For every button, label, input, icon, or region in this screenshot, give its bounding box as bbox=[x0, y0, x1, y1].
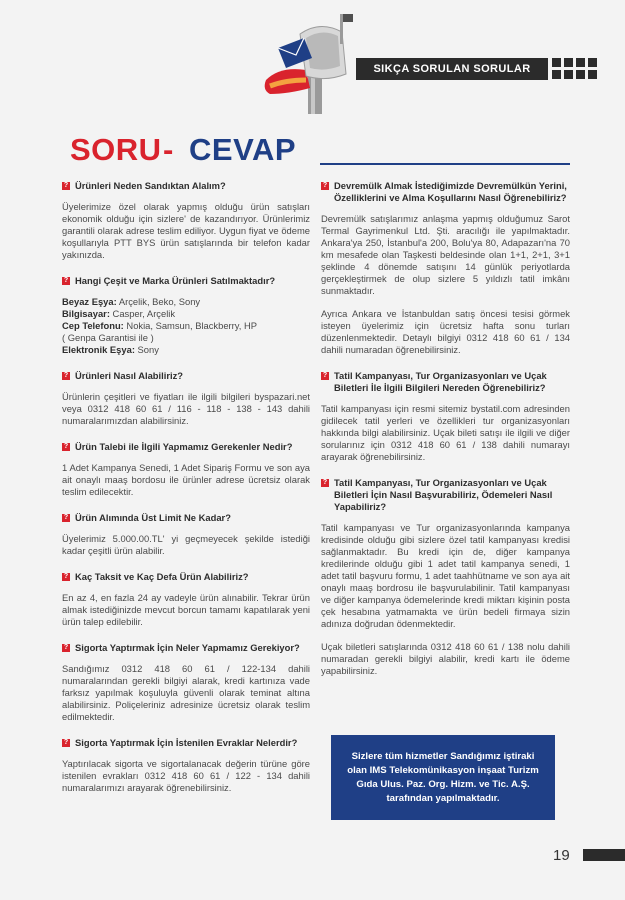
footer-bar bbox=[583, 849, 625, 861]
question-mark-icon: ? bbox=[63, 372, 69, 379]
brand-values: Nokia, Samsun, Blackberry, HP bbox=[123, 320, 258, 331]
brand-values: Casper, Arçelik bbox=[109, 308, 176, 319]
faq-answer: Üyelerimiz 5.000.00.TL' yi geçmeyecek şekilde istediği kadar çeşitli ürün alabilir. bbox=[62, 533, 310, 556]
faq-answer: Sandığımız 0312 418 60 61 / 122-134 dahili numaralarından gerekli bilgiyi alarak, kredi kartınıza vade farksız yapılmak koşuluyla güvenli olarak teminat altına alabilirsiniz. Poliçeleriniz adresinize ücretsiz olarak teslim edilmektedir. bbox=[62, 663, 310, 722]
faq-question bbox=[62, 275, 310, 287]
question-mark-icon: ? bbox=[322, 372, 328, 379]
brand-line bbox=[62, 296, 310, 308]
page-title bbox=[70, 132, 572, 176]
faq-question bbox=[321, 477, 570, 513]
faq-question bbox=[62, 370, 310, 382]
brand-category: Elektronik Eşya: bbox=[62, 344, 135, 355]
faq-question-text: Sigorta Yaptırmak İçin İstenilen Evraklar Nelerdir? bbox=[75, 737, 298, 748]
faq-question bbox=[62, 441, 310, 453]
faq-question-text: Sigorta Yaptırmak İçin Neler Yapmamız Gerekiyor? bbox=[75, 642, 300, 653]
faq-answer-paragraph: Uçak biletleri satışlarında 0312 418 60 61 / 138 nolu dahili numaradan gerekli bilgiyi alabilir, kredi kartı ile ödeme yapabilirsiniz. bbox=[321, 641, 570, 676]
question-mark-icon: ? bbox=[63, 443, 69, 450]
faq-question bbox=[62, 512, 310, 524]
brand-category: Cep Telefonu: bbox=[62, 320, 124, 331]
brand-line bbox=[62, 308, 310, 320]
title-cevap: CEVAP bbox=[189, 132, 297, 167]
info-box-text: Sizlere tüm hizmetler Sandığımız iştiraki olan IMS Telekomünikasyon inşaat Turizm Gıda Ulus. Paz. Org. Hizm. ve Tic. A.Ş. tarafından yapılmaktadır. bbox=[347, 750, 539, 804]
brand-line bbox=[62, 320, 310, 332]
brand-values: ( Genpa Garantisi ile ) bbox=[62, 332, 154, 343]
info-box bbox=[331, 735, 555, 820]
faq-question-text: Ürünleri Neden Sandıktan Alalım? bbox=[75, 180, 226, 191]
brand-line bbox=[62, 344, 310, 356]
question-mark-icon: ? bbox=[63, 644, 69, 651]
title-underline bbox=[320, 163, 570, 165]
question-mark-icon: ? bbox=[63, 182, 69, 189]
faq-question bbox=[321, 370, 570, 394]
brand-values: Arçelik, Beko, Sony bbox=[116, 296, 201, 307]
question-mark-icon: ? bbox=[63, 739, 69, 746]
faq-answer bbox=[321, 213, 570, 356]
brand-category: Bilgisayar: bbox=[62, 308, 110, 319]
faq-question bbox=[62, 180, 310, 192]
question-mark-icon: ? bbox=[63, 277, 69, 284]
faq-question bbox=[62, 642, 310, 654]
faq-question bbox=[321, 180, 570, 204]
faq-answer bbox=[321, 522, 570, 677]
faq-question-text: Tatil Kampanyası, Tur Organizasyonları ve Uçak Biletleri İle İlgili Bilgileri Nereden Öğrenebiliriz? bbox=[334, 370, 547, 393]
faq-answer: Tatil kampanyası için resmi sitemiz bystatil.com adresinden gidilecek tatil yerleri ve özellikleri tur organizasyonları hakkında bilgi alabilirsiniz. Uçak bileti satışı ile ilgili ve diğer sorularınız için 0312 418 60 61 / 138 dahili numarayı arayarak öğrenebilirsiniz. bbox=[321, 403, 570, 462]
faq-question-text: Tatil Kampanyası, Tur Organizasyonları ve Uçak Biletleri İçin Nasıl Başvurabiliriz, Ödemeleri Nasıl Yapabiliriz? bbox=[334, 477, 553, 512]
left-column bbox=[62, 180, 310, 808]
brand-line bbox=[62, 332, 310, 344]
mailbox-illustration bbox=[260, 8, 370, 118]
faq-question-text: Ürün Talebi ile İlgili Yapmamız Gerekenler Nedir? bbox=[75, 441, 293, 452]
faq-answer: En az 4, en fazla 24 ay vadeyle ürün alınabilir. Tekrar ürün almak istediğinizde mevcut borcun tamamı kapatılarak yeni ürün talep edilebilir. bbox=[62, 592, 310, 627]
faq-question bbox=[62, 571, 310, 583]
faq-answer: Ürünlerin çeşitleri ve fiyatları ile ilgili bilgileri byspazari.net veya 0312 418 60 61 / 116 - 118 - 138 - 143 dahili numaralarımızdan alabilirsiniz. bbox=[62, 391, 310, 426]
faq-answer-paragraph: Ayrıca Ankara ve İstanbuldan satış öncesi tesisi görmek isteyen üyelerimiz için ücretsiz hafta sonu turları düzenlenmektedir. Detaylı bilgiyi 0312 418 60 61 / 134 dahili numaradan öğrenebilirsiniz. bbox=[321, 308, 570, 355]
title-soru: SORU bbox=[70, 132, 162, 167]
title-dash: - bbox=[163, 132, 174, 167]
faq-question-text: Ürün Alımında Üst Limit Ne Kadar? bbox=[75, 512, 231, 523]
faq-question-text: Hangi Çeşit ve Marka Ürünleri Satılmaktadır? bbox=[75, 275, 276, 286]
faq-answer: 1 Adet Kampanya Senedi, 1 Adet Sipariş Formu ve son aya ait onaylı maaş bordosu ile ürünler adrese ücretsiz olarak teslim edilecektir. bbox=[62, 462, 310, 497]
question-mark-icon: ? bbox=[63, 514, 69, 521]
faq-question-text: Devremülk Almak İstediğimizde Devremülkün Yerini, Özelliklerini ve Alma Koşullarını Nasıl Öğrenebiliriz? bbox=[334, 180, 567, 203]
brand-list bbox=[62, 296, 310, 356]
section-banner bbox=[356, 58, 548, 80]
question-mark-icon: ? bbox=[322, 479, 328, 486]
right-column bbox=[321, 180, 570, 691]
faq-answer: Üyelerimize özel olarak yapmış olduğu ürün satışları ekonomik olduğu için sizlere' de kazandırıyor. Ürünlerimiz garantili olarak adrese teslim ediliyor. Uygun fiyat ve ödeme koşullarıyla PTT BYS ürün satışlarında bir telefon kadar yakınızda. bbox=[62, 201, 310, 260]
section-banner-label: SIKÇA SORULAN SORULAR bbox=[373, 63, 531, 75]
faq-question-text: Ürünleri Nasıl Alabiliriz? bbox=[75, 370, 184, 381]
faq-answer-paragraph: Devremülk satışlarımız anlaşma yapmış olduğumuz Sarot Termal Gayrimenkul Ltd. Şti. aracılığı ile yapılmaktadır. Ankara'ya 250, İstanbul'a 200, Bolu'ya 80, Adapazarı'na 70 km mesafede olan Taşkesti beldesinde olan 1+1, 2+1, 3+1 şeklinde 4 dönemde satışını 14 günlük periyotlarda gerçekleştirmek de olup sizlere 5 yıldızlı tatil imkânı sunmaktadır. bbox=[321, 213, 570, 296]
faq-question bbox=[62, 737, 310, 749]
decorative-squares bbox=[552, 58, 602, 80]
brand-values: Sony bbox=[134, 344, 159, 355]
question-mark-icon: ? bbox=[322, 182, 328, 189]
brand-category: Beyaz Eşya: bbox=[62, 296, 117, 307]
faq-answer: Yaptırılacak sigorta ve sigortalanacak değerin türüne göre istenilen evrakları 0312 418 60 61 / 122 - 134 dahili numaralarımızı arayarak öğrenebilirsiniz. bbox=[62, 758, 310, 793]
faq-answer-paragraph: Tatil kampanyası ve Tur organizasyonlarında kampanya kredisinde olduğu gibi sizlere özel tatil kampanyası kredisi sağlanmaktadır. Bu kredi için de, diğer kampanya kredilerinde olduğu gibi 1 adet tatil kampanya senedi, 1 adet tatil başvuru formu, 1 adet taahhütname ve son aya ait onaylı maaş bordrosu ile başvurulabilinir. Tatil kampanyası ve diğer kampanya ödemelerinde kredi miktarı kişinin posta çek hesabına yatmamakta ve ürün bedeli firmaya sizin adınıza doğrudan ödenmektedir. bbox=[321, 522, 570, 629]
faq-question-text: Kaç Taksit ve Kaç Defa Ürün Alabiliriz? bbox=[75, 571, 249, 582]
question-mark-icon: ? bbox=[63, 573, 69, 580]
page-number: 19 bbox=[553, 847, 570, 864]
